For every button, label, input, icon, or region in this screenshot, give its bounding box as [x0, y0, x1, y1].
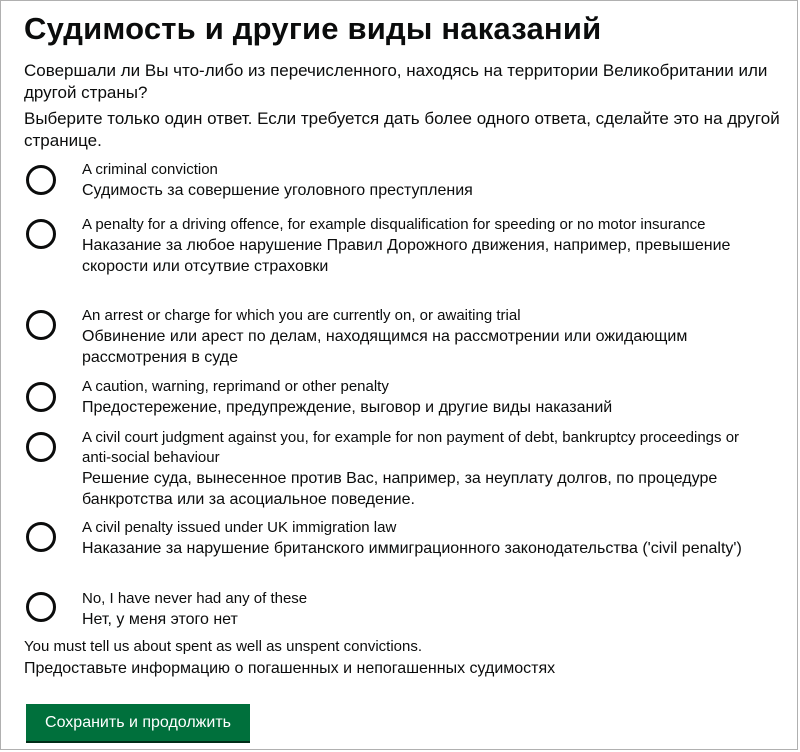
option-label — [82, 518, 772, 559]
option-label — [82, 215, 772, 277]
option-label-en: A civil penalty issued under UK immigration law — [82, 519, 397, 536]
option-label-en: A penalty for a driving offence, for example disqualification for speeding or no motor insurance — [82, 216, 706, 233]
radio-button[interactable] — [26, 165, 56, 195]
option-label-ru: Наказание за нарушение британского иммиграционного законодательства ('civil penalty') — [82, 540, 742, 557]
convictions-note — [24, 636, 784, 680]
question-text: Совершали ли Вы что-либо из перечисленного, находясь на территории Великобритании или другой страны? — [24, 61, 768, 102]
save-and-continue-button[interactable]: Сохранить и продолжить — [26, 704, 250, 741]
radio-button[interactable] — [26, 219, 56, 249]
option-label-ru: Наказание за любое нарушение Правил Дорожного движения, например, превышение скорости или отсутвие страховки — [82, 237, 731, 275]
radio-button[interactable] — [26, 592, 56, 622]
radio-button[interactable] — [26, 522, 56, 552]
option-label-ru: Предостережение, предупреждение, выговор и другие виды наказаний — [82, 399, 613, 416]
option-label — [82, 428, 772, 510]
radio-button[interactable] — [26, 432, 56, 462]
option-label-en: No, I have never had any of these — [82, 590, 308, 607]
hint-text: Выберите только один ответ. Если требуется дать более одного ответа, сделайте это на другой странице. — [24, 109, 780, 150]
option-label — [82, 306, 772, 368]
page-title: Судимость и другие виды наказаний — [24, 11, 602, 46]
option-label-ru: Судимость за совершение уголовного преступления — [82, 182, 473, 199]
note-ru: Предоставьте информацию о погашенных и непогашенных судимостях — [24, 660, 556, 677]
option-label-ru: Решение суда, вынесенное против Вас, например, за неуплату долгов, по процедуре банкротства или за асоциальное поведение. — [82, 470, 718, 508]
option-label — [82, 160, 772, 201]
option-label-ru: Обвинение или арест по делам, находящимся на рассмотрении или ожидающим рассмотрения в суде — [82, 328, 688, 366]
radio-button[interactable] — [26, 310, 56, 340]
option-label — [82, 589, 772, 630]
option-label-en: A criminal conviction — [82, 161, 218, 178]
option-label-en: A civil court judgment against you, for example for non payment of debt, bankruptcy proceedings or anti-social behaviour — [82, 429, 740, 466]
option-label — [82, 377, 772, 418]
option-label-ru: Нет, у меня этого нет — [82, 611, 238, 628]
option-label-en: A caution, warning, reprimand or other penalty — [82, 378, 389, 395]
option-label-en: An arrest or charge for which you are currently on, or awaiting trial — [82, 307, 521, 324]
note-en: You must tell us about spent as well as unspent convictions. — [24, 638, 423, 655]
radio-button[interactable] — [26, 382, 56, 412]
